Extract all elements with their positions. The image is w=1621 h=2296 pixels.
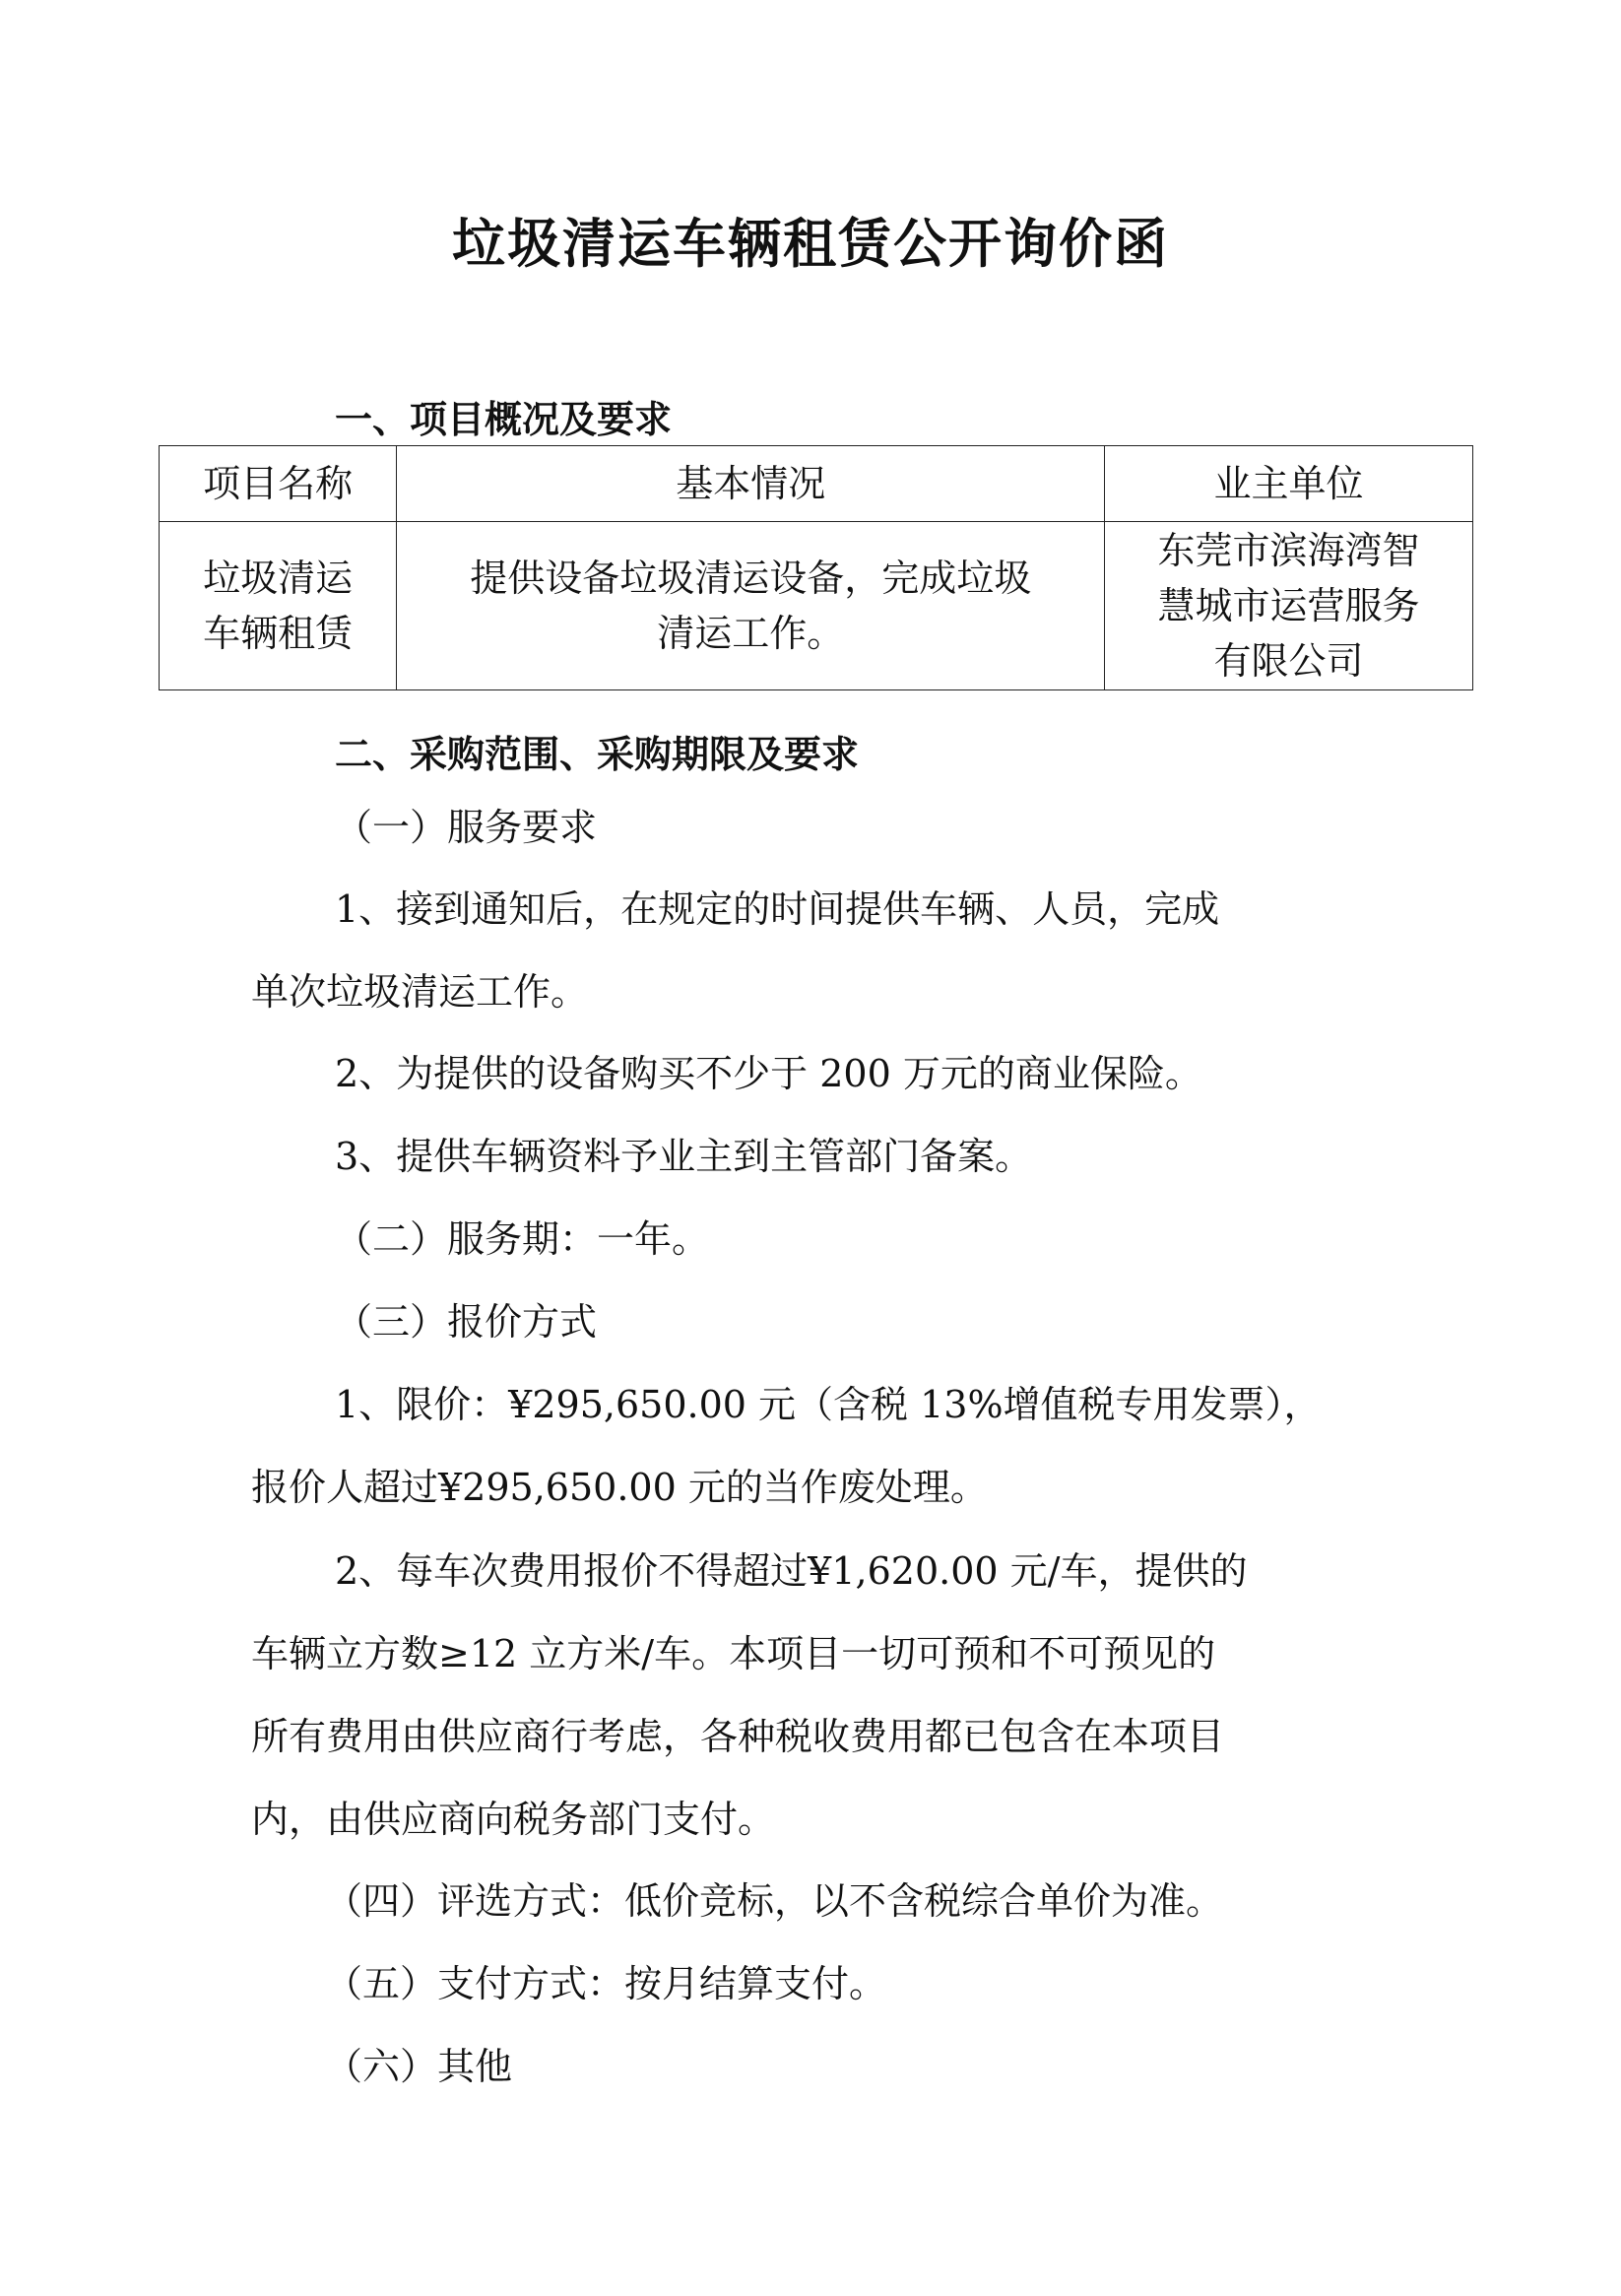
evaluation-method: （四）评选方式：低价竞标，以不含税综合单价为准。 — [325, 1879, 1224, 1923]
cell-owner — [1105, 522, 1473, 690]
section-1-heading: 一、项目概况及要求 — [335, 397, 673, 441]
per-trip-price-line-1: 2、每车次费用报价不得超过¥1,620.00 元/车，提供的 — [335, 1549, 1248, 1593]
other-heading: （六）其他 — [325, 2045, 513, 2088]
per-trip-price-line-3: 所有费用由供应商行考虑，各种税收费用都已包含在本项目 — [251, 1715, 1225, 1758]
service-period: （二）服务期：一年。 — [335, 1217, 710, 1261]
header-owner: 业主单位 — [1105, 446, 1473, 522]
service-requirements-heading: （一）服务要求 — [335, 806, 598, 849]
cell-line: 车辆租赁 — [203, 612, 354, 655]
requirement-2: 2、为提供的设备购买不少于 200 万元的商业保险。 — [335, 1052, 1202, 1095]
requirement-3: 3、提供车辆资料予业主到主管部门备案。 — [335, 1135, 1033, 1178]
header-project-name: 项目名称 — [160, 446, 397, 522]
project-overview-table — [159, 445, 1473, 690]
table-row — [160, 522, 1473, 690]
payment-method: （五）支付方式：按月结算支付。 — [325, 1962, 887, 2005]
per-trip-price-line-4: 内，由供应商向税务部门支付。 — [251, 1798, 776, 1841]
per-trip-price-line-2: 车辆立方数≥12 立方米/车。本项目一切可预和不可预见的 — [251, 1632, 1216, 1675]
cell-basic-info — [397, 522, 1105, 690]
cell-line: 提供设备垃圾清运设备，完成垃圾 — [470, 557, 1032, 600]
cell-line: 慧城市运营服务 — [1157, 584, 1420, 627]
cell-line: 清运工作。 — [657, 612, 845, 655]
requirement-1-line-2: 单次垃圾清运工作。 — [251, 970, 589, 1014]
section-2-heading: 二、采购范围、采购期限及要求 — [335, 732, 860, 776]
document-title: 垃圾清运车辆租赁公开询价函 — [452, 212, 1169, 275]
table-header-row — [160, 446, 1473, 522]
price-limit-line-1: 1、限价：¥295,650.00 元（含税 13%增值税专用发票）， — [335, 1383, 1322, 1426]
cell-line: 有限公司 — [1213, 639, 1364, 683]
requirement-1-line-1: 1、接到通知后，在规定的时间提供车辆、人员，完成 — [335, 887, 1220, 931]
header-basic-info: 基本情况 — [397, 446, 1105, 522]
cell-line: 垃圾清运 — [203, 557, 354, 600]
quotation-method-heading: （三）报价方式 — [335, 1300, 598, 1344]
cell-line: 东莞市滨海湾智 — [1157, 529, 1420, 572]
price-limit-line-2: 报价人超过¥295,650.00 元的当作废处理。 — [251, 1466, 988, 1509]
cell-project-name — [160, 522, 397, 690]
